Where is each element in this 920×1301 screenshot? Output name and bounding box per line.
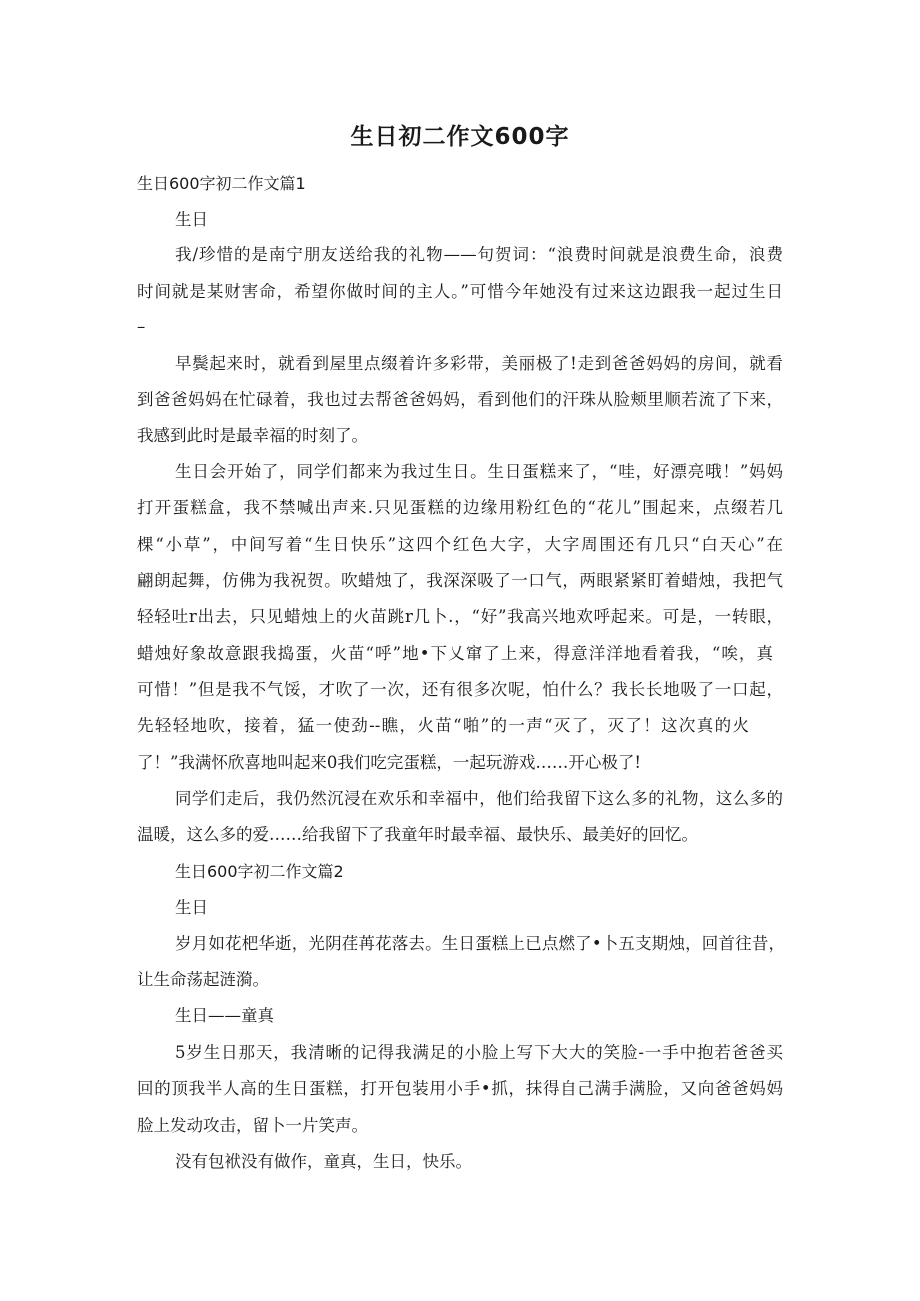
- article-1-heading: 生日600字初二作文篇1: [137, 174, 306, 193]
- article-1-p2-line-2: 到爸爸妈妈在忙碌着，我也过去帮爸爸妈妈，看到他们的汗珠从脸颊里顺若流了下来，: [137, 390, 783, 409]
- document-title: 生日初二作文600字: [350, 124, 570, 150]
- article-1-p1-line-2: 时间就是某财害命，希望你做时间的主人。”可惜今年她没有过来这边跟我一起过生日: [137, 282, 783, 301]
- article-2-subtitle: 生日: [175, 898, 208, 917]
- article-1-p4-line-2: 温暖，这么多的爱……给我留下了我童年时最幸福、最快乐、最美好的回忆。: [137, 825, 698, 844]
- article-1-p3-line-8: 先轻轻地吹，接着，猛一使劲--瞧，火苗“啪”的一声“灭了，灭了！这次真的火: [137, 716, 749, 735]
- article-1-p3-line-7: 可惜！”但是我不气馁，才吹了一次，还有很多次呢，怕什么？我长长地吸了一口起，: [137, 680, 783, 699]
- article-1-p3-line-1: 生日会开始了，同学们都来为我过生日。生日蛋糕来了，“哇，好漂亮哦！”妈妈: [175, 462, 783, 481]
- article-1-p3-line-9: 了！”我满怀欣喜地叫起来0我们吃完蛋糕，一起玩游戏……开心极了!: [137, 753, 642, 772]
- article-1-p1-line-3: –: [137, 317, 146, 336]
- article-2-p1-line-1: 岁月如花杷华逝，光阴荏苒花落去。生日蛋糕上已点燃了•卜五支期烛，回首往昔，: [175, 934, 785, 953]
- article-1-subtitle: 生日: [175, 210, 208, 229]
- article-2-p2-line-2: 回的顶我半人高的生日蛋糕，打开包装用小手•抓，抹得自己满手满脸，又向爸爸妈妈: [137, 1079, 783, 1098]
- article-2-p2-line-1: 5岁生日那天，我清晰的记得我满足的小脸上写下大大的笑脸-一手中抱若爸爸买: [175, 1043, 783, 1062]
- article-2-p1-line-2: 让生命荡起涟漪。: [137, 970, 269, 989]
- article-2-section-heading: 生日——童真: [175, 1006, 274, 1025]
- article-1-p4-line-1: 同学们走后，我仍然沉浸在欢乐和幸福中，他们给我留下这么多的礼物，这么多的: [175, 789, 783, 808]
- article-1-p3-line-3: 棵“小草”，中间写着“生日快乐”这四个红色大字，大字周围还有几只“白天心”在: [137, 535, 783, 554]
- article-2-p3: 没有包袱没有做作，童真，生日，快乐。: [175, 1152, 472, 1171]
- article-1-p3-line-4: 翩朗起舞，仿佛为我祝贺。吹蜡烛了，我深深吸了一口气，两眼紧紧盯着蜡烛，我把气: [137, 571, 783, 590]
- article-1-p3-line-5: 轻轻吐r出去，只见蜡烛上的火苗跳r几卜.，“好”我高兴地欢呼起来。可是，一转眼，: [137, 607, 783, 626]
- article-1-p1-line-1: 我/珍惜的是南宁朋友送给我的礼物——句贺词：“浪费时间就是浪费生命，浪费: [175, 245, 783, 264]
- article-2-heading: 生日600字初二作文篇2: [175, 862, 344, 881]
- article-1-p2-line-1: 早鬓起来时，就看到屋里点缀着许多彩带，美丽极了!走到爸爸妈妈的房间，就看: [175, 354, 783, 373]
- article-1-p2-line-3: 我感到此时是最幸福的时刻了。: [137, 426, 368, 445]
- article-1-p3-line-6: 蜡烛好象故意跟我捣蛋，火苗“呼”地•下乂窜了上来，得意洋洋地看着我，“唉，真: [137, 644, 773, 663]
- article-1-p3-line-2: 打开蛋糕盒，我不禁喊出声来.只见蛋糕的边缘用粉红色的“花儿”围起来，点缀若几: [137, 498, 783, 517]
- article-2-p2-line-3: 脸上发动攻击，留卜一片笑声。: [137, 1116, 368, 1135]
